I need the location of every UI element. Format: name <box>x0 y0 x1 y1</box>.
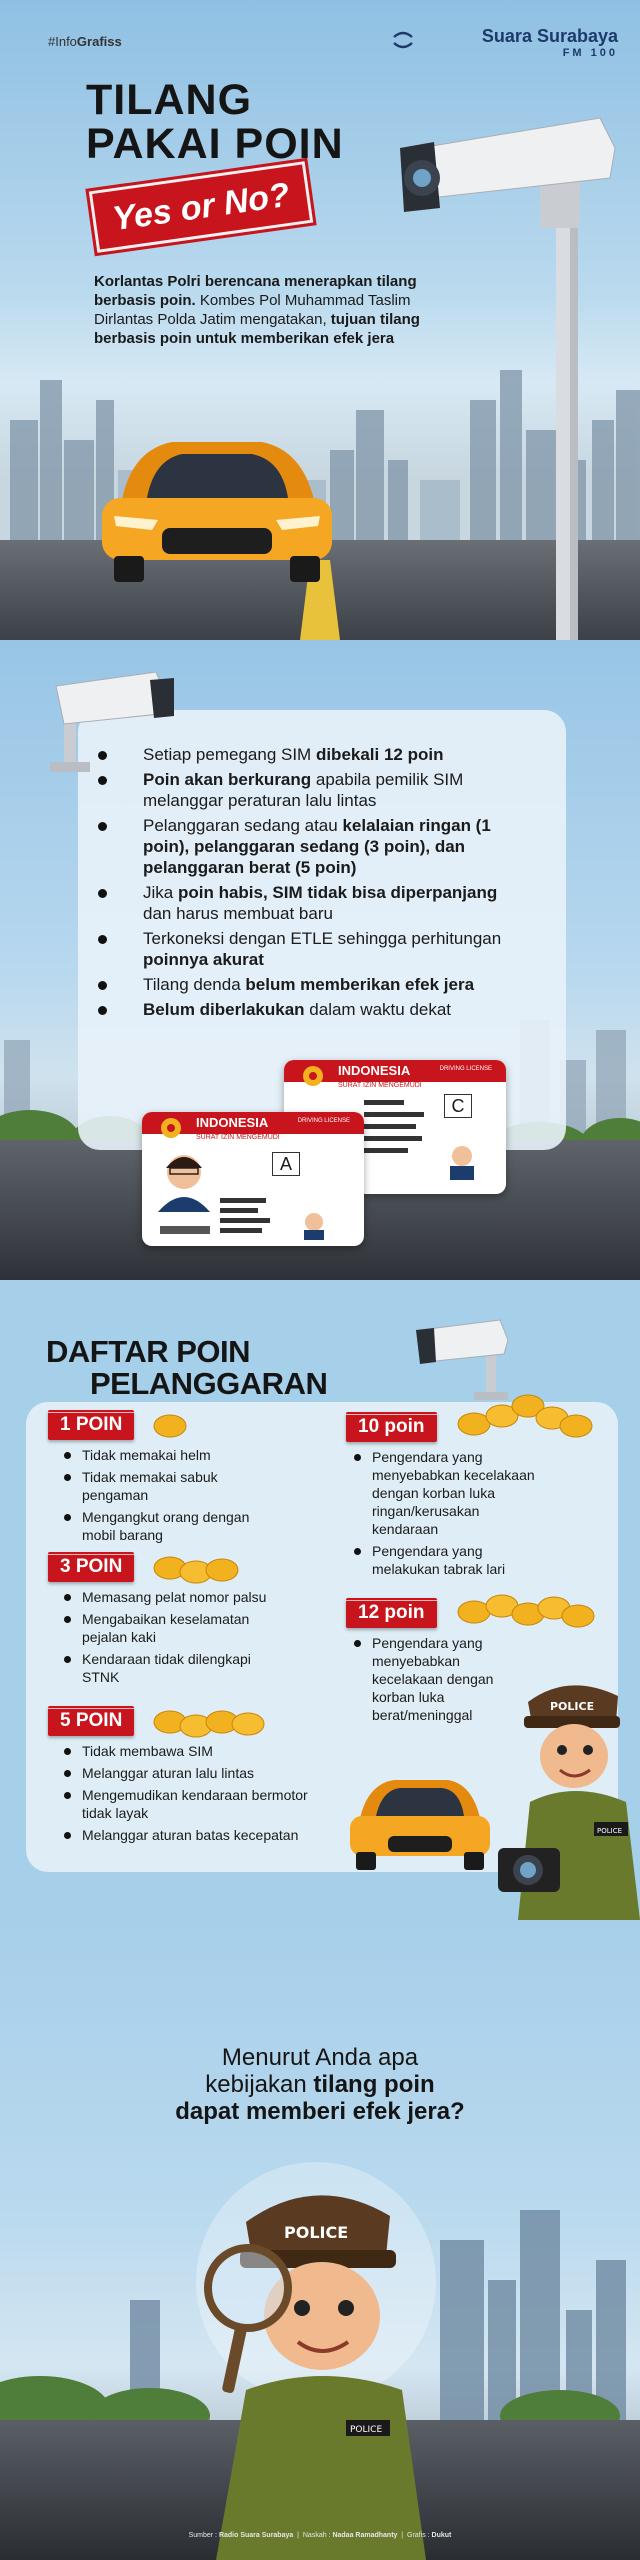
police-mascot-magnifier <box>176 2152 456 2560</box>
svg-text:POLICE: POLICE <box>597 1827 623 1835</box>
coin-stack-icon <box>452 1386 602 1440</box>
list-12-poin <box>352 1634 502 1728</box>
coin-stack-icon <box>452 1584 602 1630</box>
cctv-camera-pole <box>400 108 640 640</box>
badge-1-poin: 1 POIN <box>48 1410 134 1440</box>
police-mascot-with-camera <box>498 1672 640 1920</box>
fact-item: Pelanggaran sedang atau kelalaian ringan (1 poin), pelanggaran sedang (3 poin), dan pelanggaran berat (5 poin) <box>108 815 528 878</box>
orange-car <box>344 1766 496 1874</box>
list-3-poin <box>62 1588 290 1690</box>
list-item: Melanggar aturan lalu lintas <box>62 1764 322 1782</box>
list-item: Pengendara yang menyebabkan kecelakaan dengan korban luka ringan/kerusakan kendaraan <box>352 1448 548 1538</box>
list-item: Pengendara yang menyebabkan kecelakaan dengan korban luka berat/meninggal <box>352 1634 502 1724</box>
list-item: Tidak memakai sabuk pengaman <box>62 1468 282 1504</box>
fact-item: Jika poin habis, SIM tidak bisa diperpanjang dan harus membuat baru <box>108 882 528 924</box>
fact-item: Setiap pemegang SIM dibekali 12 poin <box>108 744 528 765</box>
svg-text:POLICE: POLICE <box>550 1700 595 1713</box>
list-10-poin <box>352 1448 548 1582</box>
badge-3-poin: 3 POIN <box>48 1552 134 1582</box>
list-item: Tidak memakai helm <box>62 1446 282 1464</box>
police-emblem-icon <box>296 1062 330 1090</box>
list-item: Mengemudikan kendaraan bermotor tidak layak <box>62 1786 322 1822</box>
list-item: Pengendara yang melakukan tabrak lari <box>352 1542 548 1578</box>
fact-item: Belum diberlakukan dalam waktu dekat <box>108 999 528 1020</box>
sim-card-details <box>142 1142 364 1246</box>
list-item: Memasang pelat nomor palsu <box>62 1588 290 1606</box>
hero-section <box>0 0 640 640</box>
hashtag: #InfoGrafiss <box>48 34 122 49</box>
suara-surabaya-logo-icon <box>392 29 414 51</box>
list-item: Mengangkut orang dengan mobil barang <box>62 1508 282 1544</box>
credits-footer: Sumber : Radio Suara Surabaya | Naskah : Nadaa Ramadhanty | Grafis : Dukut <box>188 2532 452 2539</box>
list-item: Kendaraan tidak dilengkapi STNK <box>62 1650 290 1686</box>
police-emblem-icon <box>154 1114 188 1142</box>
closing-question: Menurut Anda apa kebijakan tilang poin dapat memberi efek jera? <box>175 2044 465 2125</box>
fact-item: Terkoneksi dengan ETLE sehingga perhitungan poinnya akurat <box>108 928 528 970</box>
sim-card-a: INDONESIA DRIVING LICENSE SURAT IZIN MENGEMUDI A <box>142 1112 364 1246</box>
coin-stack-icon <box>150 1696 280 1740</box>
coin-stack-icon <box>150 1542 280 1586</box>
list-item: Mengabaikan keselamatan pejalan kaki <box>62 1610 290 1646</box>
page-title: TILANG PAKAI POIN <box>86 76 344 168</box>
fact-item: Tilang denda belum memberikan efek jera <box>108 974 528 995</box>
poin-list-section <box>0 1280 640 1920</box>
fact-item: Poin akan berkurang apabila pemilik SIM melanggar peraturan lalu lintas <box>108 769 528 811</box>
poin-heading: DAFTAR POIN PELANGGARAN <box>46 1334 328 1401</box>
list-item: Tidak membawa SIM <box>62 1742 322 1760</box>
intro-text: Korlantas Polri berencana menerapkan tilang berbasis poin. Kombes Pol Muhammad Taslim Dirlantas Polda Jatim mengatakan, tujuan tilang berbasis poin untuk memberikan efek jera <box>94 273 420 347</box>
list-1-poin <box>62 1446 282 1548</box>
badge-10-poin: 10 poin <box>346 1412 437 1442</box>
coin-icon <box>150 1404 190 1444</box>
facts-list <box>108 744 528 1024</box>
list-5-poin <box>62 1742 322 1848</box>
brand-logo: Suara Surabaya FM 100 <box>481 26 618 59</box>
svg-text:POLICE: POLICE <box>350 2425 383 2435</box>
facts-section <box>0 640 640 1280</box>
svg-text:POLICE: POLICE <box>284 2223 349 2242</box>
list-item: Melanggar aturan batas kecepatan <box>62 1826 322 1844</box>
orange-car <box>92 420 342 590</box>
sim-card-c: INDONESIA DRIVING LICENSE SURAT IZIN MENGEMUDI C <box>284 1060 506 1194</box>
closing-section <box>0 1920 640 2560</box>
badge-12-poin: 12 poin <box>346 1598 437 1628</box>
badge-5-poin: 5 POIN <box>48 1706 134 1736</box>
yes-or-no-stamp: Yes or No? <box>89 161 314 253</box>
